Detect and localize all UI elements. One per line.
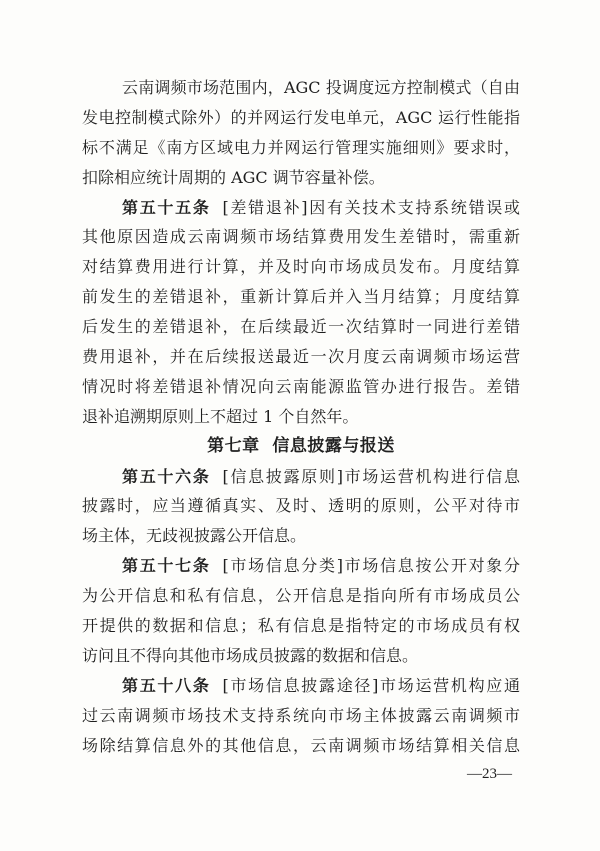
text-line: 为公开信息和私有信息，公开信息是指向所有市场成员公 [82, 586, 520, 606]
chapter-heading: 第七章 信息披露与报送 [207, 435, 395, 456]
text-line: 前发生的差错退补，重新计算后并入当月结算；月度结算 [82, 287, 520, 307]
text-line [82, 462, 520, 492]
article-text: [市场信息分类]市场信息按公开对象分 [222, 556, 520, 576]
paragraph [82, 73, 520, 193]
text-line: 云南调频市场范围内，AGC 投调度远方控制模式（自由 [122, 78, 520, 97]
text-line: 扣除相应统计周期的 AGC 调节容量补偿。 [82, 167, 385, 187]
article-number: 第五十八条 [122, 675, 211, 695]
text-line: 发电控制模式除外）的并网运行发电单元，AGC 运行性能指 [82, 107, 520, 127]
text-line: 访问且不得向其他市场成员披露的数据和信息。 [82, 645, 419, 665]
text-line: 对结算费用进行计算，并及时向市场成员发布。月度结算 [82, 257, 520, 277]
text-line: 费用退补，并在后续报送最近一次月度云南调频市场运营 [82, 347, 520, 367]
text-line: 退补追溯期原则上不超过 1 个自然年。 [82, 406, 359, 426]
text-line: 披露时，应当遵循真实、及时、透明的原则，公平对待市 [82, 496, 520, 516]
text-line: 场除结算信息外的其他信息，云南调频市场结算相关信息 [82, 735, 520, 755]
article-number: 第五十六条 [122, 466, 211, 486]
text-line [82, 193, 520, 223]
article-text: [市场信息披露途径]市场运营机构应通 [222, 675, 520, 695]
text-line [82, 671, 520, 701]
article-text: [信息披露原则]市场运营机构进行信息 [222, 466, 520, 486]
article-number: 第五十七条 [122, 556, 211, 576]
paragraph [82, 551, 520, 671]
paragraph [82, 193, 520, 432]
text-line: 其他原因造成云南调频市场结算费用发生差错时，需重新 [82, 227, 520, 247]
article-number: 第五十五条 [122, 197, 211, 217]
article-text: [差错退补]因有关技术支持系统错误或 [222, 197, 520, 217]
text-line [82, 551, 520, 581]
paragraph [82, 671, 520, 761]
text-line: 后发生的差错退补，在后续最近一次结算时一同进行差错 [82, 317, 520, 337]
text-line: 场主体，无歧视披露公开信息。 [82, 526, 307, 546]
text-line: 标不满足《南方区域电力并网运行管理实施细则》要求时， [82, 137, 520, 157]
text-line: 开提供的数据和信息；私有信息是指特定的市场成员有权 [82, 616, 520, 636]
paragraph [82, 462, 520, 552]
document-body [82, 73, 520, 760]
text-line: 情况时将差错退补情况向云南能源监管办进行报告。差错 [82, 376, 520, 396]
page-number: —23— [467, 766, 512, 782]
text-line: 过云南调频市场技术支持系统向市场主体披露云南调频市 [82, 705, 520, 725]
